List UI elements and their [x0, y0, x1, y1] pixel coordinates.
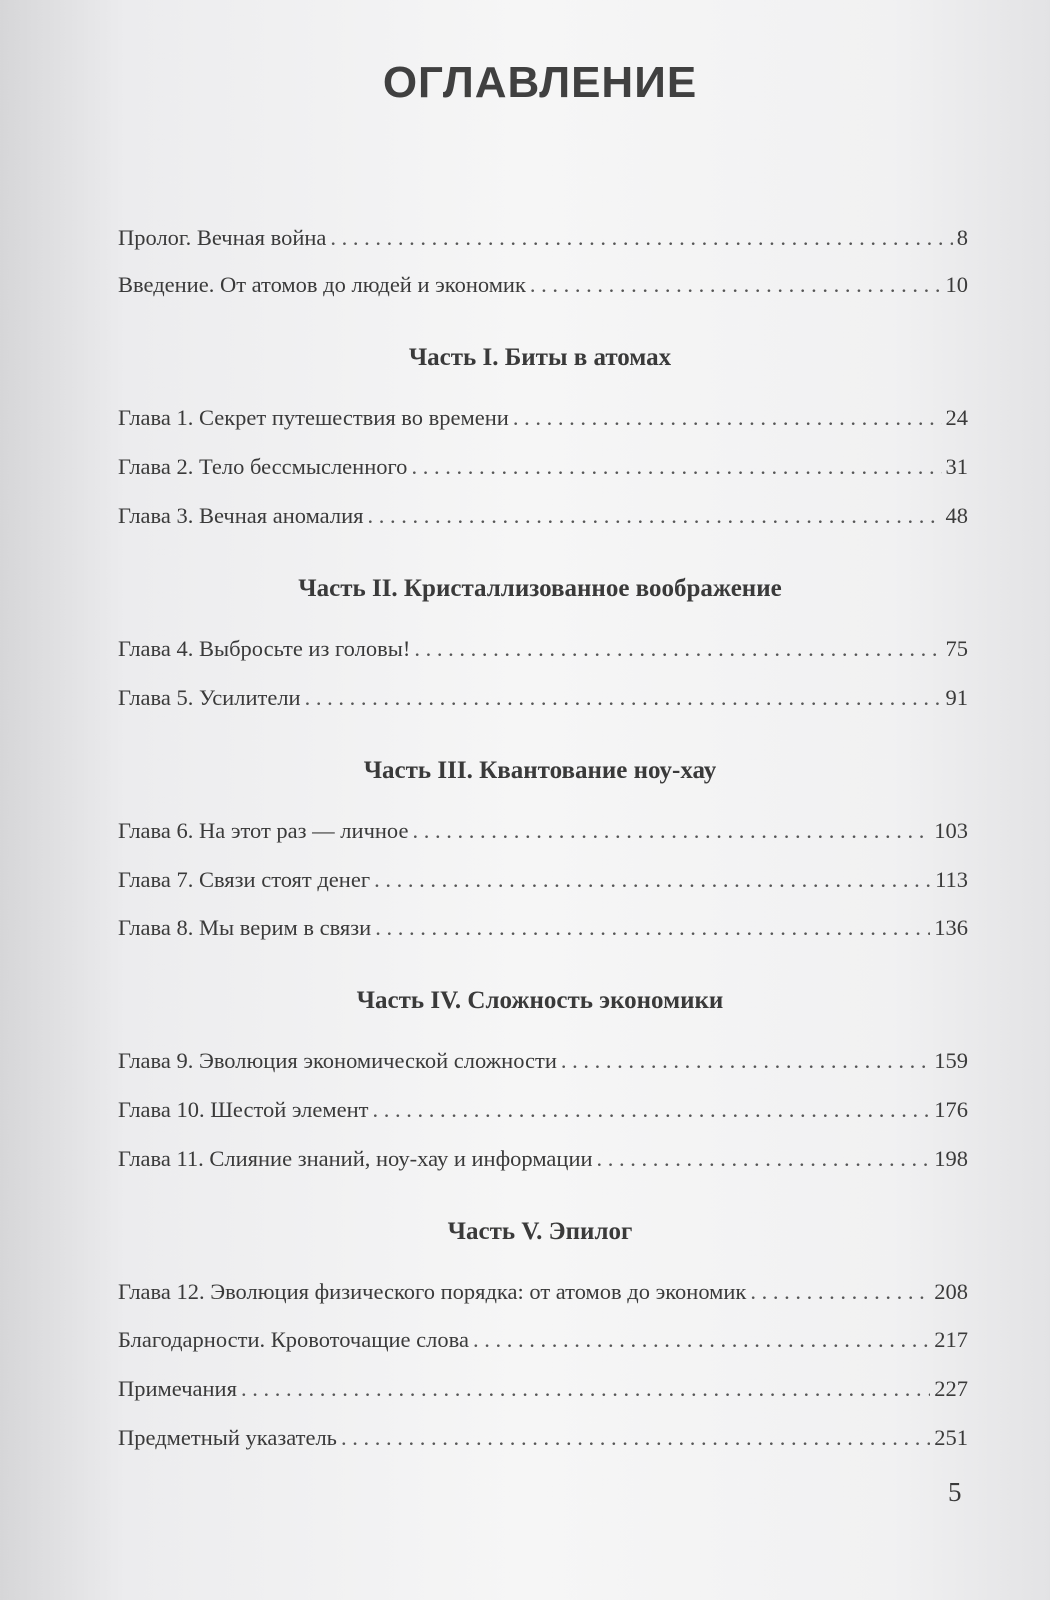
toc-entry-label: Глава 7. Связи стоят денег: [118, 867, 371, 892]
dot-leader: [561, 1046, 930, 1076]
dot-leader: [305, 683, 942, 713]
toc-entry-notes: [118, 1374, 968, 1404]
page-number: 5: [948, 1477, 962, 1507]
toc-entry-chapter-1: [118, 403, 968, 433]
toc-entry-chapter-6: [118, 816, 968, 846]
toc-entry-page: 251: [934, 1425, 968, 1450]
toc-entry-page: 24: [945, 405, 968, 430]
dot-leader: [530, 270, 942, 300]
dot-leader: [513, 403, 942, 433]
toc-entry-chapter-12: [118, 1277, 968, 1307]
toc-entry-chapter-5: [118, 683, 968, 713]
toc-entry-label: Пролог. Вечная война: [118, 225, 327, 250]
toc-entry-chapter-2: [118, 452, 968, 482]
toc-entry-page: 31: [945, 454, 968, 479]
toc-entry-label: Глава 6. На этот раз — личное: [118, 818, 409, 843]
part-heading-3: Часть III. Квантование ноу-хау: [363, 757, 717, 784]
toc-entry-label: Глава 8. Мы верим в связи: [118, 915, 372, 940]
toc-entry-label: Глава 12. Эволюция физического порядка: от атомов до экономик: [118, 1279, 747, 1304]
part-heading-1: Часть I. Биты в атомах: [408, 344, 672, 371]
toc-entry-prologue: [118, 223, 968, 253]
toc-entry-index: [118, 1423, 968, 1453]
toc-entry-page: 159: [934, 1048, 968, 1073]
toc-entry-label: Благодарности. Кровоточащие слова: [118, 1327, 469, 1352]
dot-leader: [597, 1144, 931, 1174]
dot-leader: [372, 1095, 930, 1125]
dot-leader: [414, 634, 941, 664]
toc-entry-page: 198: [934, 1146, 968, 1171]
toc-entry-label: Глава 9. Эволюция экономической сложности: [118, 1048, 557, 1073]
dot-leader: [367, 501, 941, 531]
toc-entry-page: 136: [934, 915, 968, 940]
toc-entry-page: 8: [956, 225, 968, 250]
part-heading-5: Часть V. Эпилог: [447, 1218, 633, 1245]
toc-entry-page: 208: [934, 1279, 968, 1304]
toc-entry-chapter-4: [118, 634, 968, 664]
toc-entry-page: 10: [945, 272, 968, 297]
toc-entry-page: 227: [934, 1376, 968, 1401]
toc-entry-acknowledgements: [118, 1325, 968, 1355]
dot-leader: [330, 223, 952, 253]
toc-entry-page: 217: [934, 1327, 968, 1352]
toc-entry-page: 48: [945, 503, 968, 528]
toc-entry-page: 176: [934, 1097, 968, 1122]
page-title: ОГЛАВЛЕНИЕ: [382, 58, 698, 107]
toc-entry-chapter-9: [118, 1046, 968, 1076]
toc-entry-chapter-7: [118, 865, 968, 895]
dot-leader: [473, 1325, 930, 1355]
toc-entry-introduction: [118, 270, 968, 300]
toc-entry-label: Глава 11. Слияние знаний, ноу-хау и информации: [118, 1146, 593, 1171]
toc-entry-chapter-10: [118, 1095, 968, 1125]
toc-entry-label: Предметный указатель: [118, 1425, 337, 1450]
toc-entry-page: 75: [945, 636, 968, 661]
dot-leader: [341, 1423, 930, 1453]
dot-leader: [750, 1277, 930, 1307]
toc-entry-page: 91: [945, 685, 968, 710]
dot-leader: [375, 913, 930, 943]
part-heading-2: Часть II. Кристаллизованное воображение: [298, 575, 782, 602]
toc-entry-label: Глава 10. Шестой элемент: [118, 1097, 369, 1122]
toc-entry-label: Глава 2. Тело бессмысленного: [118, 454, 408, 479]
dot-leader: [411, 452, 941, 482]
dot-leader: [412, 816, 930, 846]
toc-entry-chapter-3: [118, 501, 968, 531]
toc-entry-label: Глава 3. Вечная аномалия: [118, 503, 364, 528]
toc-entry-label: Глава 4. Выбросьте из головы!: [118, 636, 411, 661]
toc-entry-chapter-8: [118, 913, 968, 943]
toc-entry-label: Глава 1. Секрет путешествия во времени: [118, 405, 509, 430]
toc-entry-label: Глава 5. Усилители: [118, 685, 301, 710]
part-heading-4: Часть IV. Сложность экономики: [356, 987, 724, 1014]
toc-entry-chapter-11: [118, 1144, 968, 1174]
dot-leader: [374, 865, 931, 895]
dot-leader: [241, 1374, 930, 1404]
toc-entry-page: 103: [934, 818, 968, 843]
toc-entry-page: 113: [935, 867, 968, 892]
toc-entry-label: Примечания: [118, 1376, 237, 1401]
toc-entry-label: Введение. От атомов до людей и экономик: [118, 272, 526, 297]
